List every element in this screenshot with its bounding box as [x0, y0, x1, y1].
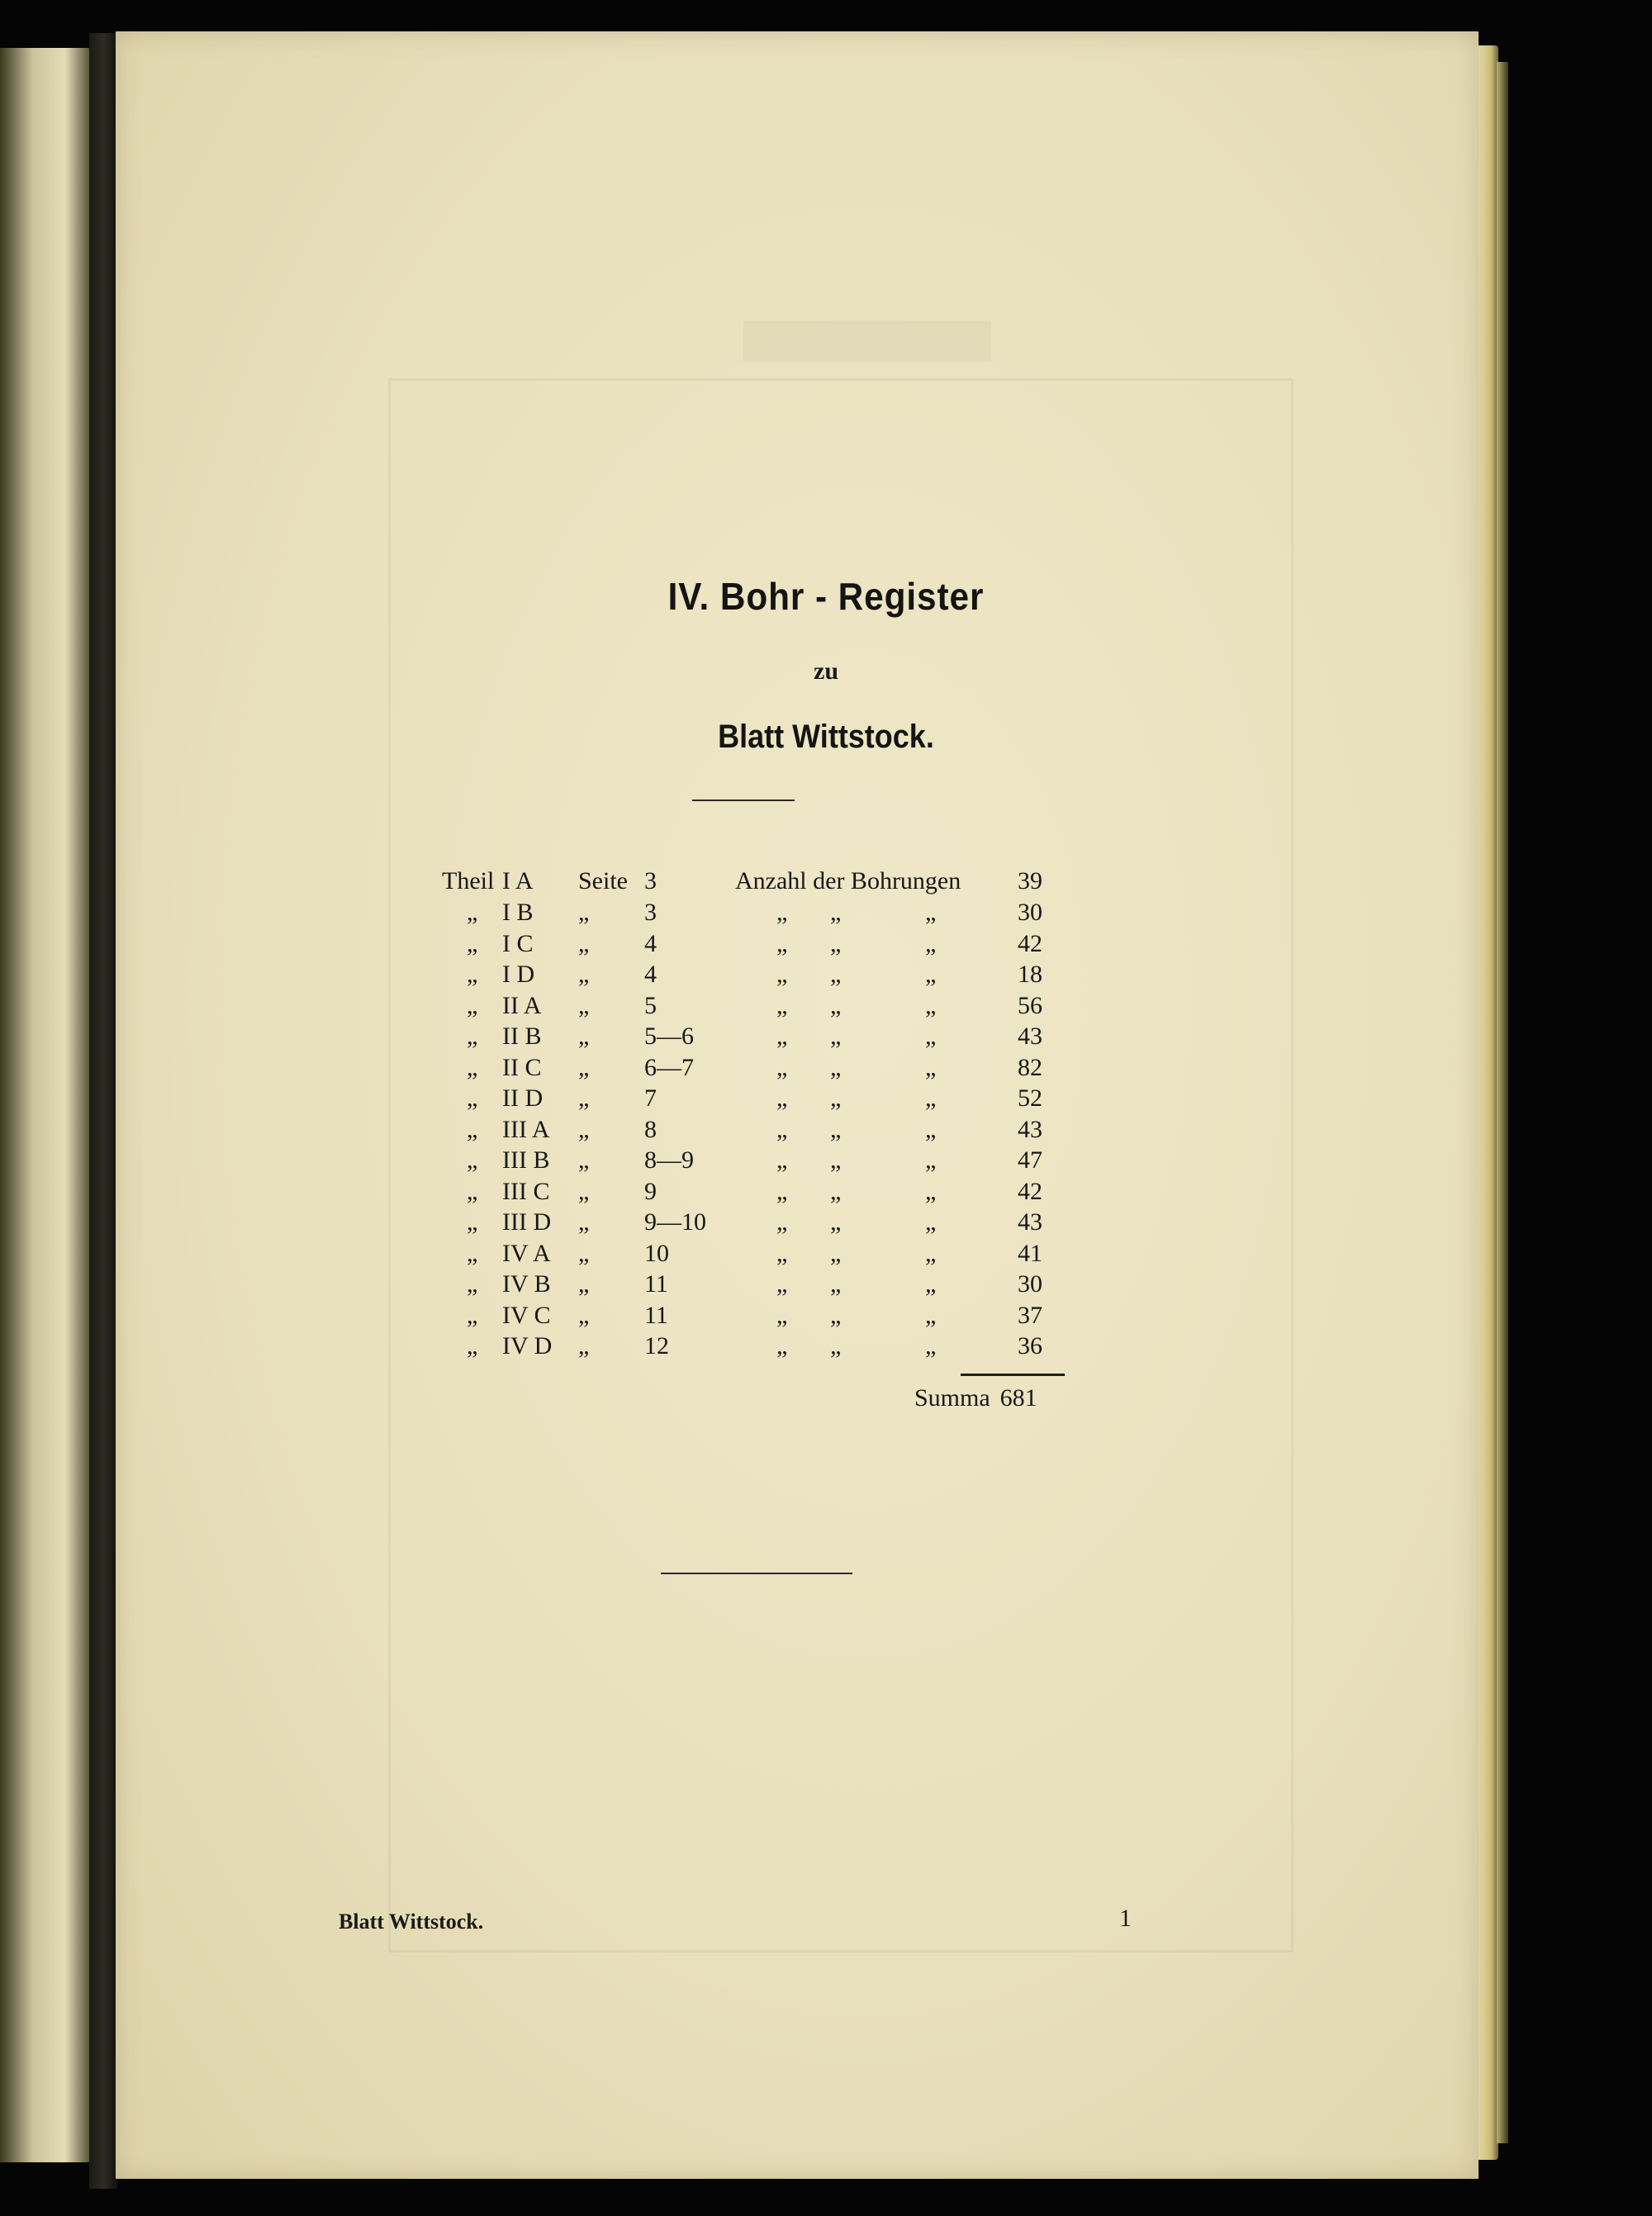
ditto-mark: „ — [578, 929, 590, 957]
ditto-mark: „ — [776, 899, 788, 926]
page-range: 3 — [644, 867, 657, 894]
part-id: IV D — [502, 1332, 553, 1359]
part-id: III D — [502, 1208, 552, 1236]
ditto-mark: „ — [830, 1301, 842, 1329]
ditto-mark: „ — [776, 929, 788, 957]
page-range: 12 — [644, 1332, 669, 1359]
part-id: III A — [502, 1115, 550, 1143]
part-id: I A — [502, 867, 534, 894]
theil-label: Theil — [442, 867, 495, 894]
ditto-mark: „ — [925, 1208, 937, 1236]
closing-divider — [661, 1573, 852, 1574]
ditto-mark: „ — [925, 1270, 937, 1298]
ditto-mark: „ — [467, 1146, 478, 1174]
ditto-mark: „ — [925, 1177, 937, 1205]
borehole-count: 30 — [1018, 1270, 1042, 1298]
ditto-mark: „ — [830, 929, 842, 957]
part-id: I C — [502, 929, 534, 957]
ditto-mark: „ — [830, 1115, 842, 1143]
borehole-count: 42 — [1018, 1177, 1042, 1205]
part-id: III C — [502, 1177, 550, 1205]
borehole-count: 37 — [1018, 1301, 1042, 1329]
ditto-mark: „ — [830, 1023, 842, 1050]
ditto-mark: „ — [925, 1023, 937, 1050]
left-page-edge — [0, 48, 93, 2162]
part-id: I B — [502, 899, 534, 926]
ditto-mark: „ — [776, 1053, 788, 1081]
ditto-mark: „ — [830, 1208, 842, 1236]
ditto-mark: „ — [467, 1239, 478, 1267]
part-id: IV B — [502, 1270, 551, 1298]
seite-label: Seite — [578, 867, 628, 894]
show-through-heading — [743, 320, 991, 362]
page-range: 8—9 — [644, 1146, 694, 1174]
ditto-mark: „ — [776, 1146, 788, 1174]
count-label: Anzahl der Bohrungen — [735, 867, 961, 894]
borehole-count: 47 — [1018, 1146, 1042, 1174]
ditto-mark: „ — [776, 1270, 788, 1298]
borehole-count: 43 — [1018, 1115, 1042, 1143]
ditto-mark: „ — [467, 1270, 478, 1298]
ditto-mark: „ — [776, 1301, 788, 1329]
page-range: 8 — [644, 1115, 657, 1143]
ditto-mark: „ — [925, 1146, 937, 1174]
ditto-mark: „ — [776, 1023, 788, 1050]
page-range: 9 — [644, 1177, 657, 1205]
ditto-mark: „ — [578, 1053, 590, 1081]
footer-sheet-name: Blatt Wittstock. — [339, 1910, 484, 1934]
register-title: IV. Bohr - Register — [667, 575, 985, 618]
part-id: II A — [502, 991, 542, 1019]
ditto-mark: „ — [925, 899, 937, 926]
ditto-mark: „ — [578, 1239, 590, 1267]
page-range: 4 — [644, 929, 657, 957]
ditto-mark: „ — [925, 1084, 937, 1112]
ditto-mark: „ — [830, 1084, 842, 1112]
ditto-mark: „ — [830, 961, 842, 988]
ditto-mark: „ — [578, 961, 590, 988]
borehole-count: 42 — [1018, 929, 1042, 957]
summa-label: Summa — [914, 1384, 990, 1412]
borehole-count: 52 — [1018, 1084, 1042, 1112]
ditto-mark: „ — [830, 1177, 842, 1205]
page-range: 5—6 — [644, 1023, 694, 1050]
page-stack-shadow — [1497, 62, 1508, 2143]
ditto-mark: „ — [776, 991, 788, 1019]
page-range: 11 — [644, 1270, 668, 1298]
ditto-mark: „ — [467, 961, 478, 988]
ditto-mark: „ — [776, 1208, 788, 1236]
page-range: 3 — [644, 899, 657, 926]
borehole-count: 82 — [1018, 1053, 1042, 1081]
ditto-mark: „ — [467, 991, 478, 1019]
ditto-mark: „ — [467, 929, 478, 957]
ditto-mark: „ — [467, 899, 478, 926]
page-range: 10 — [644, 1239, 669, 1267]
ditto-mark: „ — [578, 1270, 590, 1298]
ditto-mark: „ — [925, 1239, 937, 1267]
borehole-count: 43 — [1018, 1023, 1042, 1050]
page-range: 11 — [644, 1301, 668, 1329]
page-stack-edge — [1477, 45, 1498, 2160]
ditto-mark: „ — [776, 961, 788, 988]
borehole-count: 30 — [1018, 899, 1042, 926]
ditto-mark: „ — [578, 1301, 590, 1329]
ditto-mark: „ — [578, 1023, 590, 1050]
page-range: 4 — [644, 961, 657, 988]
document-page — [116, 31, 1479, 2179]
ditto-mark: „ — [925, 991, 937, 1019]
ditto-mark: „ — [776, 1332, 788, 1359]
ditto-mark: „ — [776, 1115, 788, 1143]
ditto-mark: „ — [925, 1115, 937, 1143]
borehole-count: 56 — [1018, 991, 1042, 1019]
borehole-count: 18 — [1018, 961, 1042, 988]
ditto-mark: „ — [467, 1301, 478, 1329]
ditto-mark: „ — [578, 991, 590, 1019]
ditto-mark: „ — [830, 1239, 842, 1267]
sheet-title: Blatt Wittstock. — [718, 719, 934, 755]
ditto-mark: „ — [776, 1239, 788, 1267]
ditto-mark: „ — [925, 1332, 937, 1359]
page-range: 9—10 — [644, 1208, 706, 1236]
borehole-count: 41 — [1018, 1239, 1042, 1267]
ditto-mark: „ — [467, 1177, 478, 1205]
ditto-mark: „ — [467, 1084, 478, 1112]
ditto-mark: „ — [578, 1208, 590, 1236]
sum-divider — [961, 1374, 1065, 1376]
ditto-mark: „ — [776, 1177, 788, 1205]
ditto-mark: „ — [578, 1146, 590, 1174]
page-range: 6—7 — [644, 1053, 694, 1081]
part-id: II D — [502, 1084, 544, 1112]
ditto-mark: „ — [776, 1084, 788, 1112]
ditto-mark: „ — [925, 929, 937, 957]
ditto-mark: „ — [578, 1332, 590, 1359]
ditto-mark: „ — [578, 1084, 590, 1112]
book-spine — [89, 33, 117, 2189]
page-number: 1 — [1119, 1905, 1132, 1932]
ditto-mark: „ — [578, 899, 590, 926]
ditto-mark: „ — [925, 961, 937, 988]
ditto-mark: „ — [578, 1177, 590, 1205]
part-id: III B — [502, 1146, 550, 1174]
heading-connector: zu — [814, 657, 838, 685]
borehole-count: 43 — [1018, 1208, 1042, 1236]
ditto-mark: „ — [467, 1332, 478, 1359]
ditto-mark: „ — [830, 1332, 842, 1359]
page-range: 7 — [644, 1084, 657, 1112]
ditto-mark: „ — [467, 1208, 478, 1236]
ditto-mark: „ — [578, 1115, 590, 1143]
part-id: IV C — [502, 1301, 551, 1329]
heading-divider — [692, 800, 795, 801]
ditto-mark: „ — [925, 1053, 937, 1081]
total-row — [914, 1384, 1037, 1412]
ditto-mark: „ — [830, 991, 842, 1019]
part-id: IV A — [502, 1239, 551, 1267]
borehole-count: 36 — [1018, 1332, 1042, 1359]
ditto-mark: „ — [467, 1053, 478, 1081]
part-id: II C — [502, 1053, 542, 1081]
ditto-mark: „ — [467, 1023, 478, 1050]
ditto-mark: „ — [467, 1115, 478, 1143]
ditto-mark: „ — [830, 899, 842, 926]
part-id: II B — [502, 1023, 542, 1050]
part-id: I D — [502, 961, 535, 988]
ditto-mark: „ — [830, 1146, 842, 1174]
borehole-count: 39 — [1018, 867, 1042, 894]
ditto-mark: „ — [925, 1301, 937, 1329]
page-range: 5 — [644, 991, 657, 1019]
ditto-mark: „ — [830, 1270, 842, 1298]
summa-value: 681 — [999, 1384, 1037, 1412]
ditto-mark: „ — [830, 1053, 842, 1081]
